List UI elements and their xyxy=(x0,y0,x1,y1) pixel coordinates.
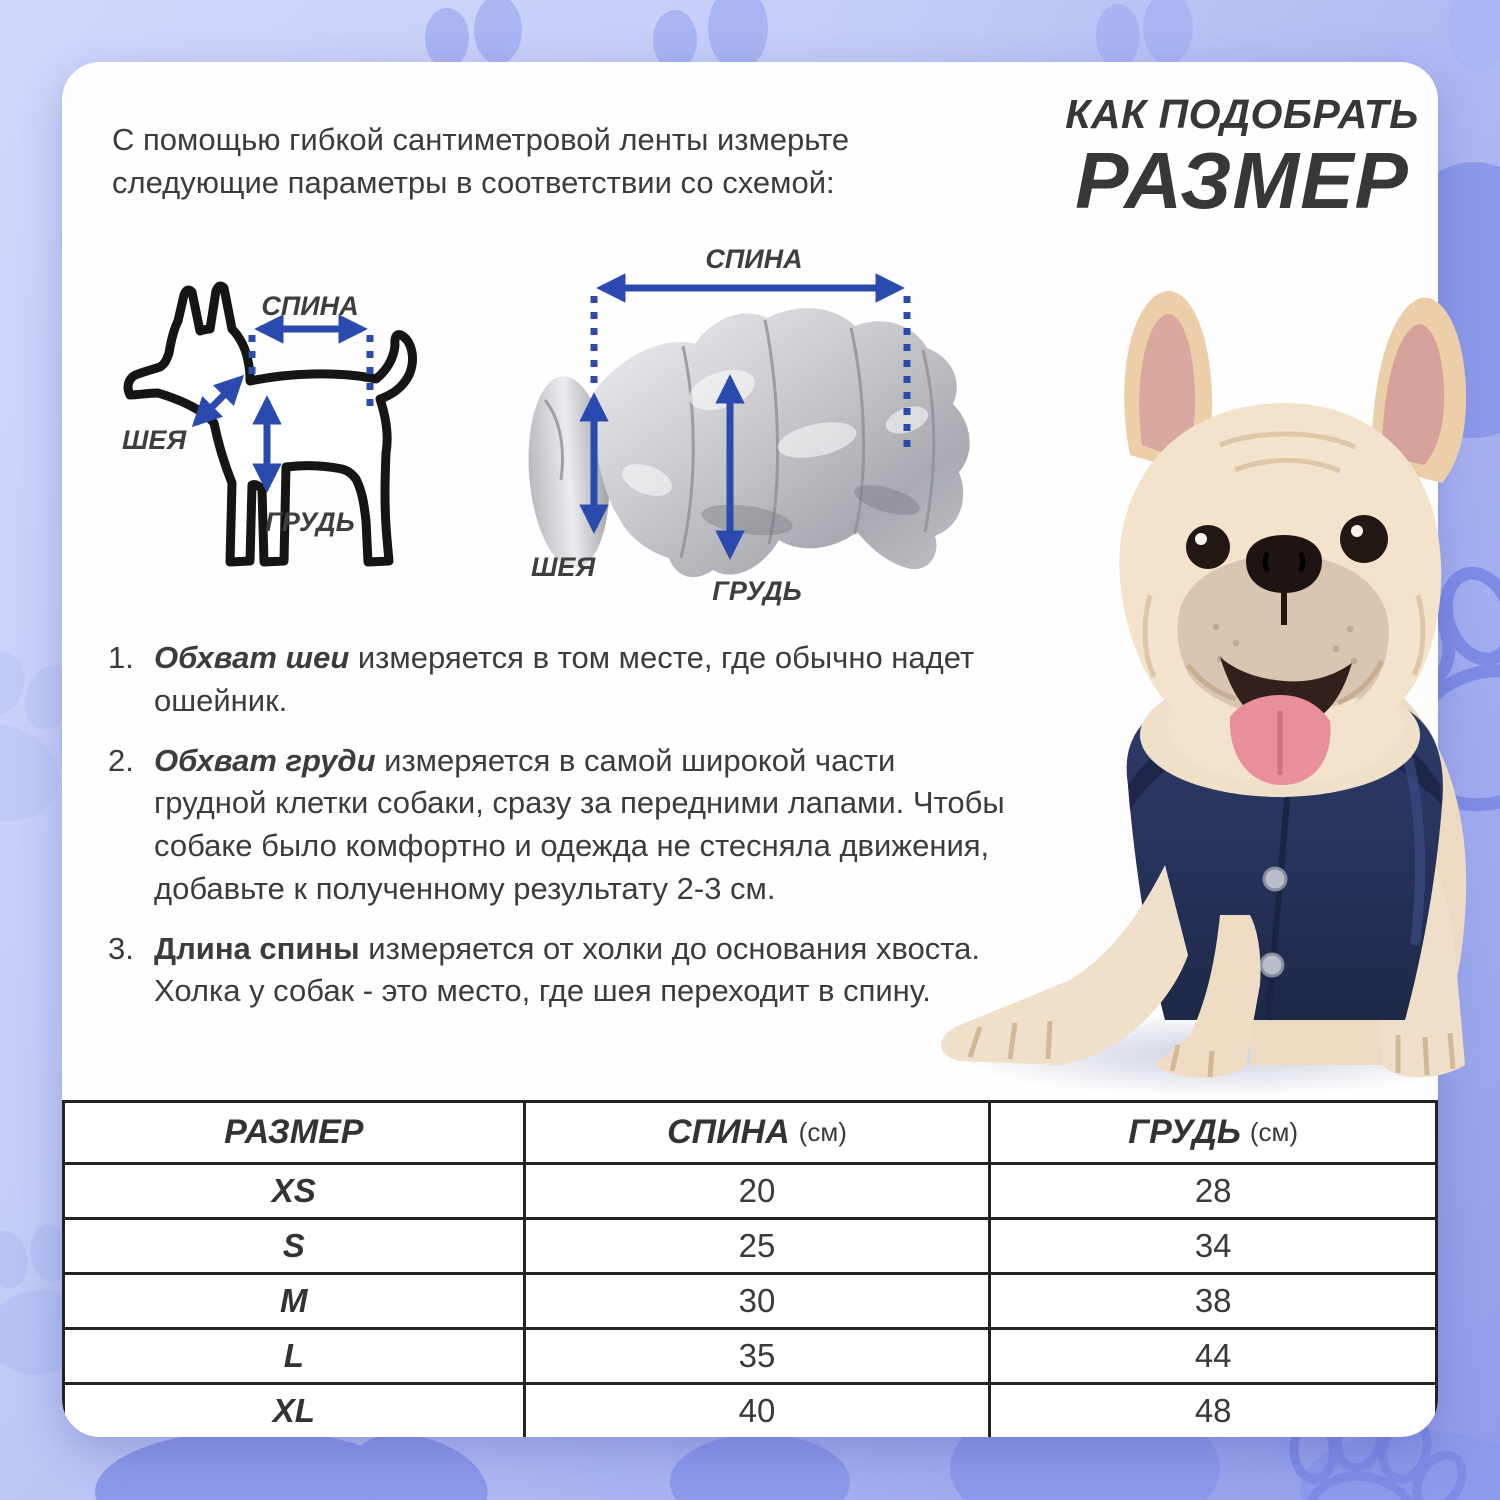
jacket-illustration xyxy=(522,308,969,577)
cell-back: 35 xyxy=(523,1330,989,1382)
item-text: измеряется от холки до основания хвоста. Холка у собак - это место, где шея переходит в спину. xyxy=(154,930,980,1009)
title-line-2: РАЗМЕР xyxy=(1075,136,1409,225)
cell-size: M xyxy=(280,1282,308,1319)
table-row-m xyxy=(65,1272,1435,1327)
cell-size: XS xyxy=(271,1172,316,1209)
cell-size: S xyxy=(282,1227,305,1264)
intro-text xyxy=(112,118,1012,205)
neck-label: ШЕЯ xyxy=(531,552,596,582)
unit-label: (см) xyxy=(798,1117,847,1147)
chest-label: ГРУДЬ xyxy=(712,576,802,606)
table-row-xl xyxy=(65,1382,1435,1437)
back-label: СПИНА xyxy=(705,244,803,274)
header-chest: ГРУДЬ xyxy=(1128,1113,1241,1151)
item-text: измеряется в том месте, где обычно надет ошейник. xyxy=(154,640,975,718)
unit-label: (см) xyxy=(1249,1117,1299,1147)
title-line-1: КАК ПОДОБРАТЬ xyxy=(1065,91,1419,137)
item-text: измеряется в самой широкой части грудной клетки собаки, сразу за передними лапами. Чтобы собаке было комфортно и одежда не стесняла движения, добавьте к полученному результату 2-3 см. xyxy=(154,742,1005,906)
cell-chest: 48 xyxy=(988,1385,1435,1437)
cell-back: 40 xyxy=(523,1385,989,1437)
table-header-row xyxy=(65,1103,1435,1162)
dog-measurement-diagram xyxy=(104,277,476,587)
table-row-l xyxy=(65,1327,1435,1382)
header-size: РАЗМЕР xyxy=(224,1113,364,1151)
cell-size: XL xyxy=(272,1392,315,1429)
header-back: СПИНА xyxy=(667,1113,790,1151)
item-lead: Обхват груди xyxy=(154,742,376,778)
size-guide-title xyxy=(1022,91,1438,225)
cell-chest: 38 xyxy=(988,1275,1435,1327)
intro-line-2: следующие параметры в соответствии со схемой: xyxy=(112,165,835,201)
item-number: 2. xyxy=(108,742,134,778)
neck-label: ШЕЯ xyxy=(122,425,187,455)
intro-line-1: С помощью гибкой сантиметровой ленты измерьте xyxy=(112,122,850,157)
instruction-item-1 xyxy=(108,637,1008,723)
cell-chest: 44 xyxy=(988,1330,1435,1382)
cell-back: 30 xyxy=(523,1275,989,1327)
item-lead: Длина спины xyxy=(154,930,360,966)
item-number: 1. xyxy=(108,640,134,675)
cell-back: 20 xyxy=(523,1165,989,1217)
head xyxy=(1119,403,1441,785)
instruction-item-2 xyxy=(108,740,1008,911)
chest-label: ГРУДЬ xyxy=(265,507,355,537)
item-lead: Обхват шеи xyxy=(154,640,350,675)
table-row-s xyxy=(65,1217,1435,1272)
cell-back: 25 xyxy=(523,1220,989,1272)
cell-chest: 34 xyxy=(988,1220,1435,1272)
table-row-xs xyxy=(65,1162,1435,1217)
cell-size: L xyxy=(283,1337,304,1374)
item-number: 3. xyxy=(108,930,134,966)
instructions-list xyxy=(108,637,1008,1030)
size-table xyxy=(62,1100,1438,1437)
bulldog-photo xyxy=(920,265,1500,1095)
back-label: СПИНА xyxy=(261,291,359,321)
cell-chest: 28 xyxy=(988,1165,1435,1217)
instruction-item-3 xyxy=(108,928,1008,1014)
nose xyxy=(1246,535,1322,593)
